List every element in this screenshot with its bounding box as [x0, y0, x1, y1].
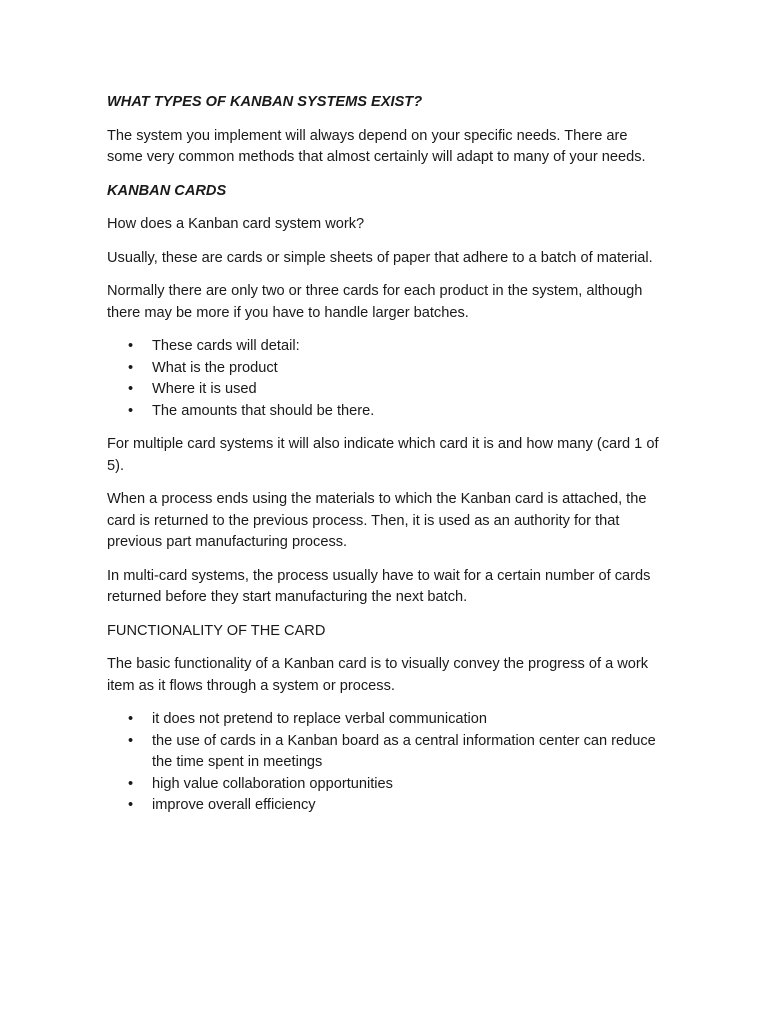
- list-item: [107, 379, 667, 401]
- bullet-icon: •: [128, 402, 134, 419]
- heading-functionality: FUNCTIONALITY OF THE CARD: [107, 622, 326, 639]
- list-item: [107, 795, 667, 817]
- list-item: [107, 401, 667, 423]
- heading-kanban-cards: KANBAN CARDS: [107, 182, 227, 199]
- bullet-icon: •: [128, 797, 134, 813]
- paragraph-question: How does a Kanban card system work?: [107, 216, 365, 232]
- bullet-icon: •: [128, 732, 134, 749]
- paragraph-basic-functionality: The basic functionality of a Kanban card is to visually convey the progress of a work item as it flows through a system or process.: [107, 656, 649, 694]
- paragraph-multi-card-systems: In multi-card systems, the process usually have to wait for a certain number of cards returned before they start manufacturing the next batch.: [107, 567, 651, 605]
- bullet-icon: •: [128, 711, 134, 727]
- heading-kanban-types: WHAT TYPES OF KANBAN SYSTEMS EXIST?: [107, 94, 423, 110]
- document-page: [107, 92, 667, 829]
- bullet-icon: •: [128, 775, 134, 792]
- bullet-list-functionality: [107, 709, 667, 817]
- list-item-text: The amounts that should be there.: [152, 402, 375, 419]
- list-item-text: the use of cards in a Kanban board as a central information center can reduce the time spent in meetings: [152, 732, 656, 770]
- list-item-text: These cards will detail:: [152, 338, 300, 354]
- list-item: [107, 358, 667, 380]
- paragraph-multiple-card: For multiple card systems it will also indicate which card it is and how many (card 1 of 5).: [107, 436, 659, 474]
- list-item-text: high value collaboration opportunities: [152, 775, 393, 792]
- paragraph-process-ends: When a process ends using the materials to which the Kanban card is attached, the card is returned to the previous process. Then, it is used as an authority for that previous part manufacturing process.: [107, 491, 647, 550]
- list-item: [107, 336, 667, 358]
- list-item-text: Where it is used: [152, 381, 257, 397]
- list-item-text: it does not pretend to replace verbal communication: [152, 711, 488, 727]
- list-item-text: What is the product: [152, 359, 278, 376]
- paragraph-usually: Usually, these are cards or simple sheets of paper that adhere to a batch of material.: [107, 249, 653, 266]
- paragraph-normally: Normally there are only two or three cards for each product in the system, although there may be more if you have to handle larger batches.: [107, 283, 643, 321]
- paragraph-intro: The system you implement will always depend on your specific needs. There are some very common methods that almost certainly will adapt to many of your needs.: [107, 127, 646, 165]
- list-item: [107, 709, 667, 731]
- bullet-icon: •: [128, 381, 134, 397]
- bullet-icon: •: [128, 338, 134, 354]
- list-item: [107, 774, 667, 796]
- bullet-icon: •: [128, 359, 134, 376]
- bullet-list-card-details: [107, 336, 667, 422]
- list-item: [107, 731, 667, 774]
- list-item-text: improve overall efficiency: [152, 797, 316, 813]
